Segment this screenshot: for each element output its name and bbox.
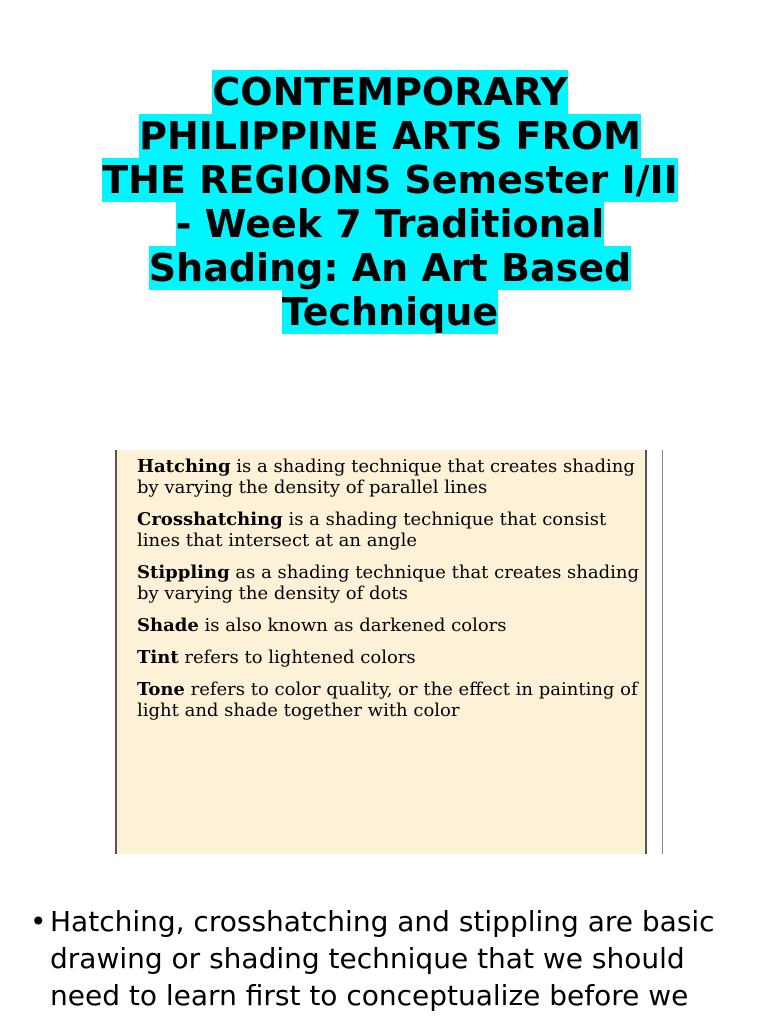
bullet-marker: • [30, 905, 47, 938]
glossary-term: Shade [137, 615, 199, 636]
glossary-term: Stippling [137, 562, 230, 583]
title-text: CONTEMPORARY PHILIPPINE ARTS FROM THE REGIONS Semester I/II - Week 7 Traditional Shading: An Art Based Technique [102, 70, 678, 334]
glossary-definition: is also known as darkened colors [198, 615, 507, 636]
margin-divider [662, 450, 663, 854]
glossary-term: Tint [137, 647, 179, 668]
glossary-term: Crosshatching [137, 509, 283, 530]
glossary-box [115, 450, 647, 854]
page-title [100, 70, 680, 334]
glossary-definition: refers to color quality, or the effect in painting of light and shade together with color [137, 679, 638, 721]
glossary-entry-crosshatching [137, 509, 645, 551]
glossary-term: Tone [137, 679, 185, 700]
bullet-point [30, 903, 740, 1014]
glossary-definition: as a shading technique that creates shading by varying the density of dots [137, 562, 639, 604]
glossary-definition: refers to lightened colors [178, 647, 416, 668]
glossary-definition: is a shading technique that creates shading by varying the density of parallel lines [137, 456, 635, 498]
glossary-definition: is a shading technique that consist lines that intersect at an angle [137, 509, 607, 551]
glossary-entry-hatching [137, 456, 645, 498]
glossary-entry-stippling [137, 562, 645, 604]
glossary-term: Hatching [137, 456, 231, 477]
glossary-entry-tone [137, 679, 645, 721]
glossary-entry-shade [137, 615, 645, 636]
glossary-entry-tint [137, 647, 645, 668]
cropped-page-margin [662, 450, 682, 854]
bullet-text: Hatching, crosshatching and stippling are basic drawing or shading technique that we should need to learn first to conceptualize before we [50, 905, 715, 1012]
